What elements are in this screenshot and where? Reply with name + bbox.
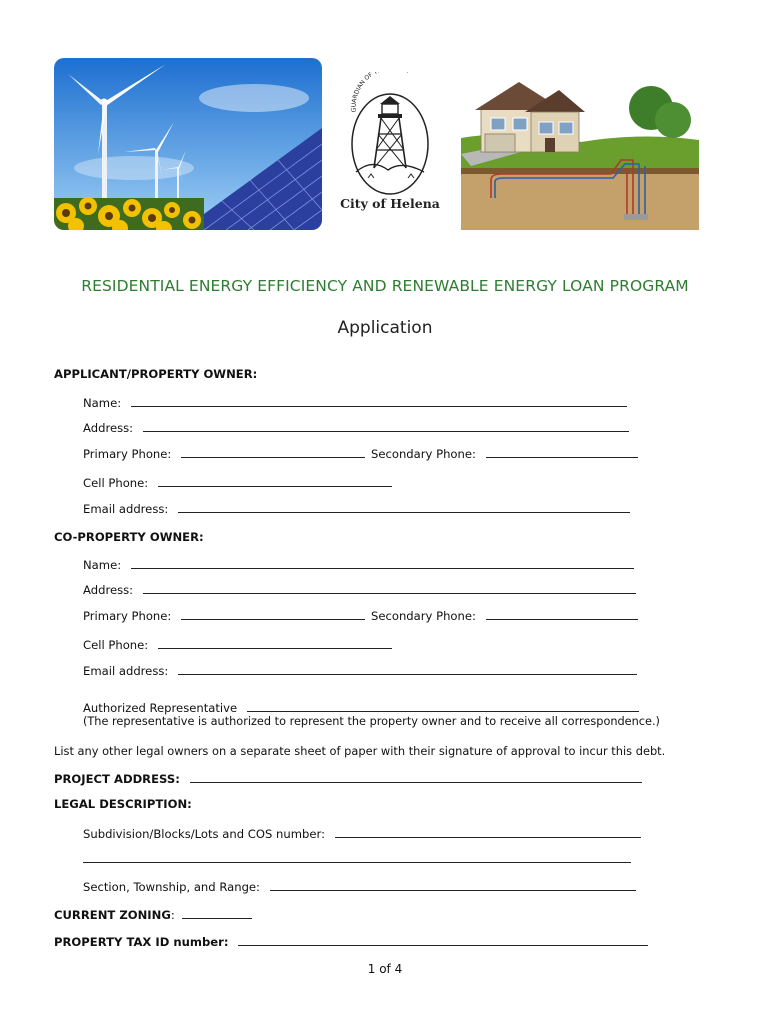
page-subtitle: Application [337, 318, 433, 338]
current-zoning-colon: : [170, 908, 175, 922]
authorized-rep-note: (The representative is authorized to represent the property owner and to receive all correspondence.) [83, 715, 660, 728]
co-owner-heading: CO-PROPERTY OWNER: [54, 530, 204, 544]
co-owner-primary-phone-label: Primary Phone: [83, 609, 172, 623]
applicant-secondary-phone-row [371, 446, 638, 461]
logo-arc-text: GUARDIAN OF T [350, 72, 379, 113]
authorized-rep-row [83, 700, 639, 715]
applicant-address-row [83, 420, 629, 435]
subdivision-row [83, 826, 641, 841]
property-tax-row [54, 934, 648, 949]
applicant-primary-phone-label: Primary Phone: [83, 447, 172, 461]
current-zoning-row [54, 907, 252, 922]
co-owner-cell-phone-label: Cell Phone: [83, 638, 149, 652]
applicant-address-label: Address: [83, 421, 134, 435]
authorized-rep-label: Authorized Representative [83, 701, 238, 715]
project-address-row [54, 771, 642, 786]
applicant-secondary-phone-field[interactable] [486, 446, 638, 458]
co-owner-email-row [83, 663, 637, 678]
applicant-cell-phone-label: Cell Phone: [83, 476, 149, 490]
co-owner-primary-phone-row [83, 608, 365, 623]
applicant-email-row [83, 501, 630, 516]
co-owner-name-label: Name: [83, 558, 122, 572]
applicant-primary-phone-field[interactable] [181, 446, 365, 458]
applicant-name-row [83, 395, 627, 410]
co-owner-email-label: Email address: [83, 664, 169, 678]
project-address-label: PROJECT ADDRESS: [54, 772, 180, 786]
section-field[interactable] [270, 879, 636, 891]
section-row [83, 879, 636, 894]
page-title: RESIDENTIAL ENERGY EFFICIENCY AND RENEWABLE ENERGY LOAN PROGRAM [81, 277, 689, 295]
applicant-email-label: Email address: [83, 502, 169, 516]
co-owner-address-label: Address: [83, 583, 134, 597]
lighthouse-emblem-icon [338, 72, 442, 196]
city-logo [338, 72, 442, 220]
co-owner-address-row [83, 582, 636, 597]
co-owner-primary-phone-field[interactable] [181, 608, 365, 620]
co-owner-cell-phone-row [83, 637, 392, 652]
applicant-name-field[interactable] [131, 395, 627, 407]
legal-description-heading: LEGAL DESCRIPTION: [54, 797, 192, 811]
section-label: Section, Township, and Range: [83, 880, 260, 894]
page-number: 1 of 4 [367, 962, 403, 976]
co-owner-secondary-phone-row [371, 608, 638, 623]
subdivision-label: Subdivision/Blocks/Lots and COS number: [83, 827, 325, 841]
property-tax-field[interactable] [238, 934, 648, 946]
subdivision-field-continued[interactable] [83, 862, 631, 863]
wind-solar-illustration [54, 58, 322, 230]
applicant-secondary-phone-label: Secondary Phone: [371, 447, 476, 461]
current-zoning-field[interactable] [182, 907, 252, 919]
co-owner-secondary-phone-label: Secondary Phone: [371, 609, 476, 623]
property-tax-label: PROPERTY TAX ID number: [54, 935, 229, 949]
geothermal-house-image [461, 68, 699, 230]
applicant-heading: APPLICANT/PROPERTY OWNER: [54, 367, 258, 381]
co-owner-name-field[interactable] [131, 557, 634, 569]
subdivision-field[interactable] [335, 826, 641, 838]
applicant-name-label: Name: [83, 396, 122, 410]
authorized-rep-field[interactable] [247, 700, 639, 712]
current-zoning-label: CURRENT ZONING [54, 908, 171, 922]
project-address-field[interactable] [190, 771, 642, 783]
co-owner-name-row [83, 557, 634, 572]
co-owner-cell-phone-field[interactable] [158, 637, 392, 649]
applicant-primary-phone-row [83, 446, 365, 461]
applicant-address-field[interactable] [143, 420, 629, 432]
house-geothermal-illustration [461, 68, 699, 230]
city-name: City of Helena [340, 196, 440, 211]
other-owners-note: List any other legal owners on a separate sheet of paper with their signature of approval to incur this debt. [54, 744, 666, 758]
co-owner-email-field[interactable] [178, 663, 637, 675]
applicant-cell-phone-field[interactable] [158, 475, 392, 487]
co-owner-address-field[interactable] [143, 582, 636, 594]
applicant-cell-phone-row [83, 475, 392, 490]
co-owner-secondary-phone-field[interactable] [486, 608, 638, 620]
wind-solar-image [54, 58, 322, 230]
applicant-email-field[interactable] [178, 501, 630, 513]
